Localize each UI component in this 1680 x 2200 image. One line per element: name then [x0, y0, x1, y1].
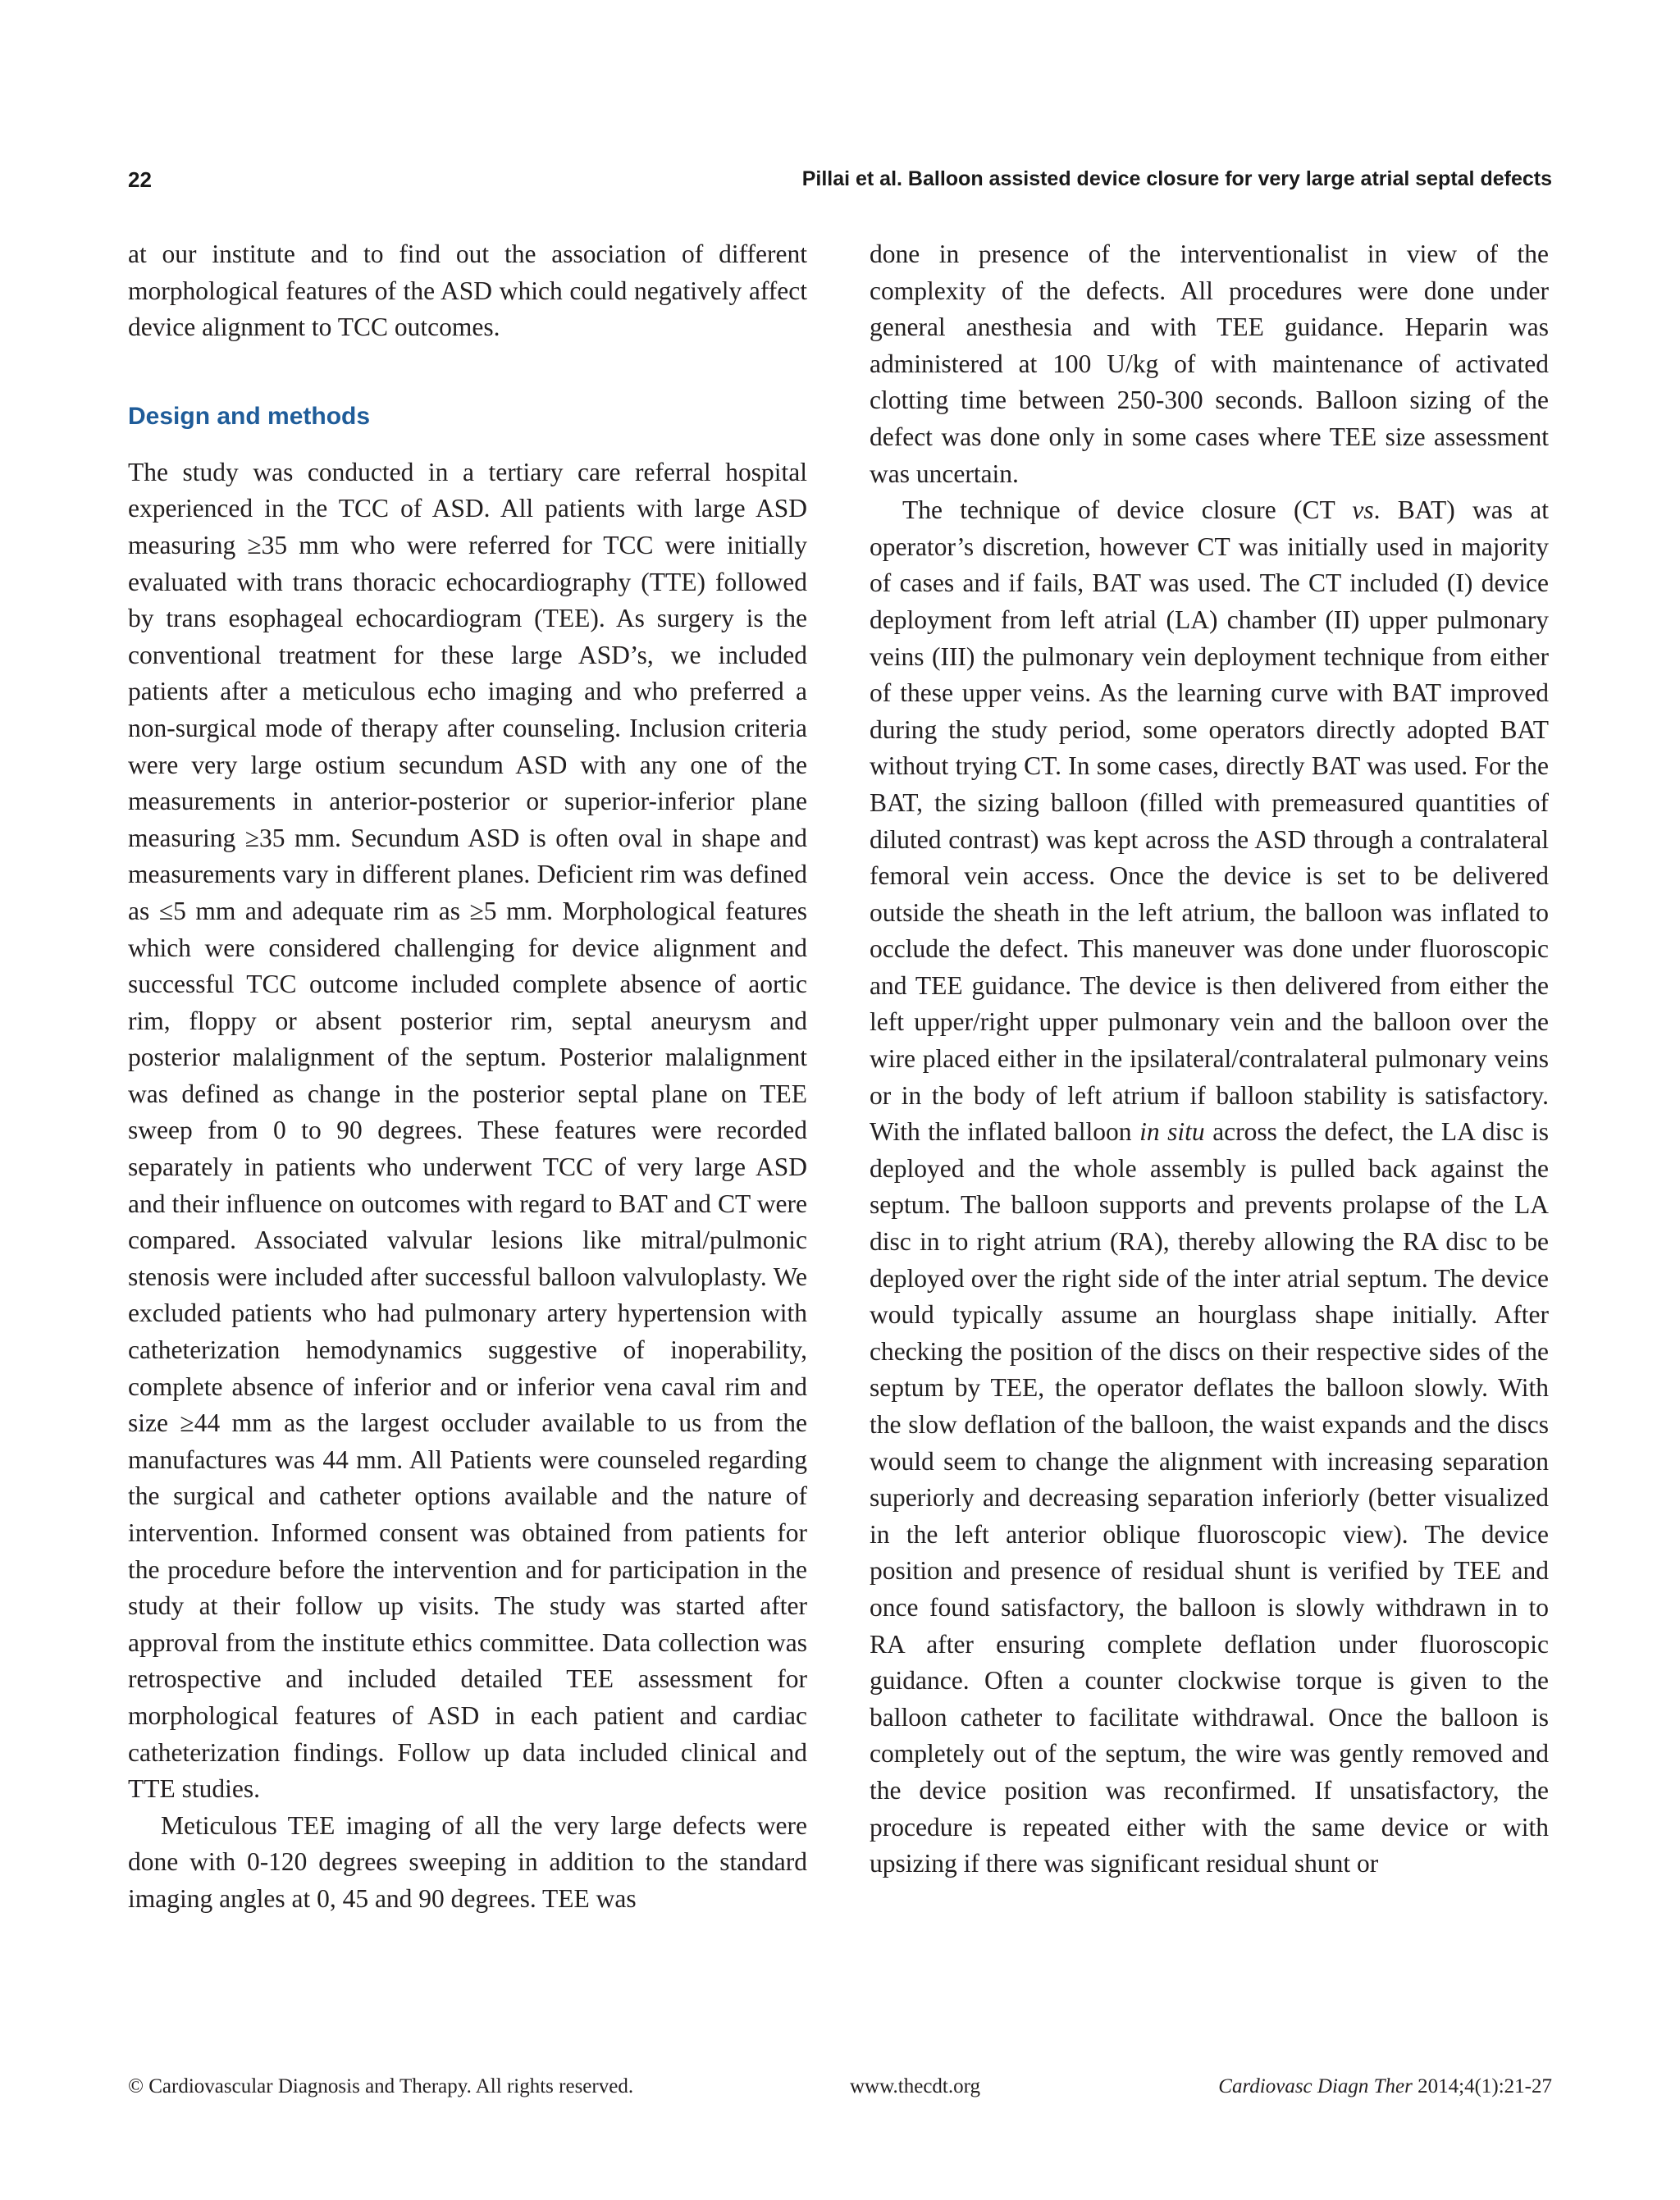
- technique-text-a: The technique of device closure (CT: [902, 495, 1353, 525]
- running-title: Pillai et al. Balloon assisted device closure for very large atrial septal defects: [801, 167, 1552, 190]
- footer-journal: Cardiovasc Diagn Ther: [1218, 2075, 1413, 2097]
- technique-vs: vs: [1352, 495, 1374, 525]
- paragraph-technique: [870, 492, 1549, 1883]
- left-column: [128, 236, 807, 1918]
- right-column: [870, 236, 1549, 1883]
- paragraph-tee-imaging: Meticulous TEE imaging of all the very large defects were done with 0-120 degrees sweeping in addition to the standard imaging angles at 0, 45 and 90 degrees. TEE was: [128, 1810, 807, 1913]
- footer-copyright: © Cardiovascular Diagnosis and Therapy. All rights reserved.: [128, 2075, 634, 2097]
- page-number: 22: [128, 167, 152, 192]
- paragraph-intro-end: at our institute and to find out the association of different morphological features of the ASD which could negatively affect device alignment to TCC outcomes.: [128, 240, 807, 342]
- footer-url[interactable]: www.thecdt.org: [850, 2075, 980, 2097]
- section-heading: Design and methods: [128, 402, 371, 430]
- technique-text-b: . BAT) was at operator’s discretion, however CT was initially used in majority of cases and if fails, BAT was used. The CT included (I) device deployment from left atrial (LA) chamber (II) upper pulmonary veins (III) the pulmonary vein deployment technique from either of these upper veins. As the learning curve with BAT improved during the study period, some operators directly adopted BAT without trying CT. In some cases, directly BAT was used. For the BAT, the sizing balloon (filled with premeasured quantities of diluted contrast) was kept across the ASD through a contralateral femoral vein access. Once the device is set to be delivered outside the sheath in the left atrium, the balloon was inflated to occlude the defect. This maneuver was done under fluoroscopic and TEE guidance. The device is then delivered from either the left upper/right upper pulmonary vein and the balloon over the wire placed either in the ipsilateral/contralateral pulmonary veins or in the body of left atrium if balloon stability is satisfactory. With the inflated balloon: [870, 495, 1549, 1147]
- footer-citation: [1218, 2075, 1552, 2098]
- technique-text-c: across the defect, the LA disc is deployed and the whole assembly is pulled back against the septum. The balloon supports and prevents prolapse of the LA disc in to right atrium (RA), thereby allowing the RA disc to be deployed over the right side of the inter atrial septum. The device would typically assume an hourglass shape initially. After checking the position of the discs on their respective sides of the septum by TEE, the operator deflates the balloon slowly. With the slow deflation of the balloon, the waist expands and the discs would seem to change the alignment with increasing separation superiorly and decreasing separation inferiorly (better visualized in the left anterior oblique fluoroscopic view). The device position and presence of residual shunt is verified by TEE and once found satisfactory, the balloon is slowly withdrawn in to RA after ensuring complete deflation under fluoroscopic guidance. Often a counter clockwise torque is given to the balloon catheter to facilitate withdrawal. Once the balloon is completely out of the septum, the wire was gently removed and the device position was reconfirmed. If unsatisfactory, the procedure is repeated either with the same device or with upsizing if there was significant residual shunt or: [870, 1117, 1549, 1878]
- footer-citation-details: 2014;4(1):21-27: [1412, 2075, 1552, 2097]
- technique-in-situ: in situ: [1139, 1117, 1205, 1147]
- paragraph-study-design: The study was conducted in a tertiary care referral hospital experienced in the TCC of ASD. All patients with large ASD measuring ≥35 mm who were referred for TCC were initially evaluated with trans thoracic echocardiography (TTE) followed by trans esophageal echocardiogram (TEE). As surgery is the conventional treatment for these large ASD’s, we included patients after a meticulous echo imaging and who preferred a non-surgical mode of therapy after counseling. Inclusion criteria were very large ostium secundum ASD with any one of the measurements in anterior-posterior or superior-inferior plane measuring ≥35 mm. Secundum ASD is often oval in shape and measurements vary in different planes. Deficient rim was defined as ≤5 mm and adequate rim as ≥5 mm. Morphological features which were considered challenging for device alignment and successful TCC outcome included complete absence of aortic rim, floppy or absent posterior rim, septal aneurysm and posterior malalignment of the septum. Posterior malalignment was defined as change in the posterior septal plane on TEE sweep from 0 to 90 degrees. These features were recorded separately in patients who underwent TCC of very large ASD and their influence on outcomes with regard to BAT and CT were compared. Associated valvular lesions like mitral/pulmonic stenosis were included after successful balloon valvuloplasty. We excluded patients who had pulmonary artery hypertension with catheterization hemodynamics suggestive of inoperability, complete absence of inferior and or inferior vena caval rim and size ≥44 mm as the largest occluder available to us from the manufactures was 44 mm. All Patients were counseled regarding the surgical and catheter options available and the nature of intervention. Informed consent was obtained from patients for the procedure before the intervention and for participation in the study at their follow up visits. The study was started after approval from the institute ethics committee. Data collection was retrospective and included detailed TEE assessment for morphological features of ASD in each patient and cardiac catheterization findings. Follow up data included clinical and TTE studies.: [128, 457, 807, 1804]
- paragraph-procedure: done in presence of the interventionalist in view of the complexity of the defects. All procedures were done under general anesthesia and with TEE guidance. Heparin was administered at 100 U/kg of with maintenance of activated clotting time between 250-300 seconds. Balloon sizing of the defect was done only in some cases where TEE size assessment was uncertain.: [870, 240, 1549, 488]
